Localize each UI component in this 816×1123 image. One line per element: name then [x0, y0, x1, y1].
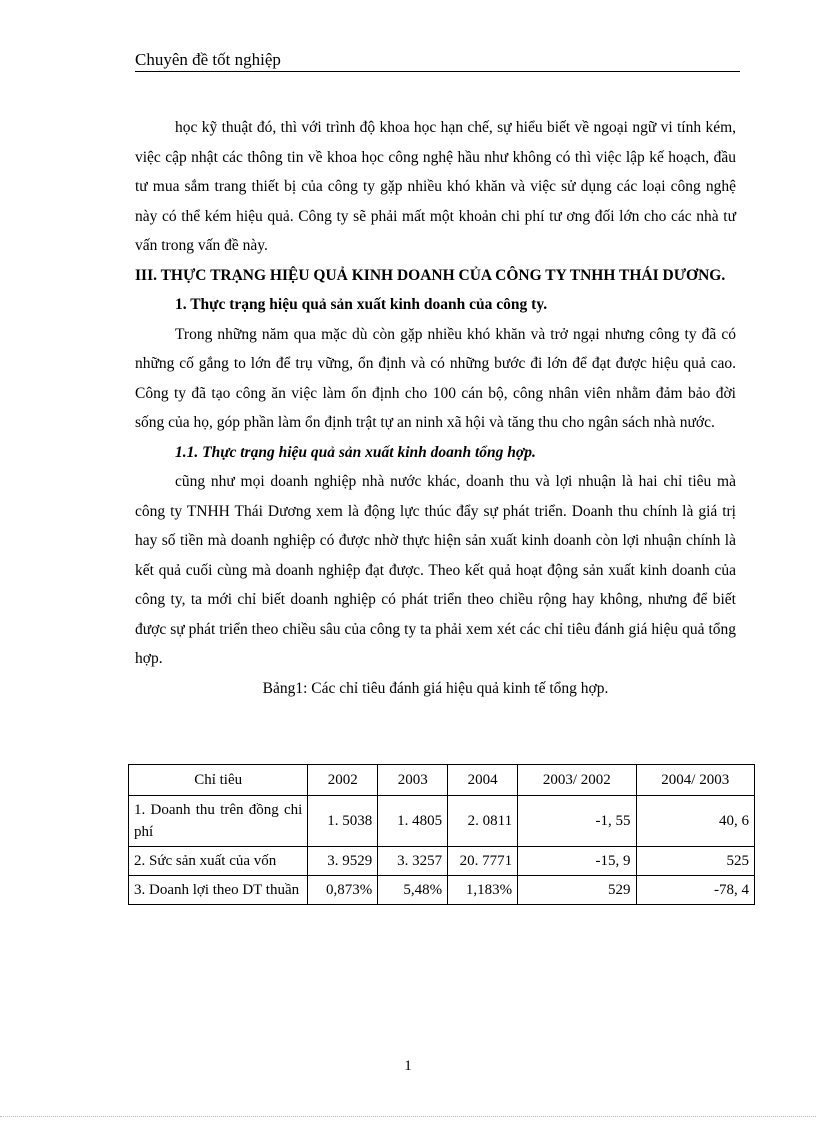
header-divider: [135, 71, 740, 72]
table-header-cell: Chỉ tiêu: [129, 765, 308, 796]
table-cell: 525: [636, 847, 754, 876]
table-header-cell: 2003: [378, 765, 448, 796]
table-cell: 1. 4805: [378, 796, 448, 847]
table-header-row: [129, 765, 755, 796]
page-bottom-divider: [0, 1116, 816, 1117]
table-header-cell: 2004/ 2003: [636, 765, 754, 796]
table-cell-label: 2. Sức sản xuất của vốn: [129, 847, 308, 876]
sub-heading: 1. Thực trạng hiệu quả sản xuất kinh doanh của công ty.: [175, 296, 548, 313]
section-heading: III. THỰC TRẠNG HIỆU QUẢ KINH DOANH CỦA CÔNG TY TNHH THÁI DƯƠNG.: [135, 266, 726, 284]
table-cell-label: 1. Doanh thu trên đồng chi phí: [129, 796, 308, 847]
paragraph-analysis: cũng như mọi doanh nghiệp nhà nước khác, doanh thu và lợi nhuận là hai chỉ tiêu mà công ty TNHH Thái Dương xem là động lực thúc đẩy sự phát triển. Doanh thu chính là giá trị hay số tiền mà doanh nghiệp có được nhờ thực hiện sản xuất kinh doanh còn lợi nhuận chính là kết quả cuối cùng mà doanh nghiệp đạt được. Theo kết quả hoạt động sản xuất kinh doanh của công ty, ta mới chỉ biết doanh nghiệp có phát triển theo chiều rộng hay không, nhưng để biết được sự phát triển theo chiều sâu của công ty ta phải xem xét các chỉ tiêu đánh giá hiệu quả tổng hợp.: [135, 473, 736, 667]
table-cell: 20. 7771: [448, 847, 518, 876]
table-cell: -15, 9: [518, 847, 636, 876]
table-cell: 0,873%: [308, 876, 378, 905]
paragraph-intro: học kỹ thuật đó, thì với trình độ khoa học hạn chế, sự hiểu biết về ngoại ngữ vi tính kém, việc cập nhật các thông tin về khoa học công nghệ hầu như không có thì việc lập kế hoạch, đầu tư mua sắm trang thiết bị của công ty gặp nhiều khó khăn và việc sử dụng các loại công nghệ này có thể kém hiệu quả. Công ty sẽ phải mất một khoản chi phí tư ơng đối lớn cho các nhà tư vấn trong vấn đề này.: [135, 119, 736, 254]
table-cell: 5,48%: [378, 876, 448, 905]
table-row: [129, 876, 755, 905]
table-cell: -78, 4: [636, 876, 754, 905]
table-cell: 3. 3257: [378, 847, 448, 876]
subsub-heading: 1.1. Thực trạng hiệu quả sản xuất kinh doanh tổng hợp.: [175, 443, 536, 461]
table-cell: 2. 0811: [448, 796, 518, 847]
table-cell: 1,183%: [448, 876, 518, 905]
table-cell: 529: [518, 876, 636, 905]
document-body: [135, 113, 736, 703]
table-cell: 3. 9529: [308, 847, 378, 876]
page-number: 1: [404, 1058, 412, 1074]
paragraph-overview: Trong những năm qua mặc dù còn gặp nhiều khó khăn và trở ngại nhưng công ty đã có những cố gắng to lớn để trụ vững, ổn định và có những bước đi lớn để đạt được hiệu quả cao. Công ty đã tạo công ăn việc làm ổn định cho 100 cán bộ, công nhân viên nhằm đảm bảo đời sống của họ, góp phần làm ổn định trật tự an ninh xã hội và tăng thu cho ngân sách nhà nước.: [135, 325, 736, 431]
table-header-cell: 2004: [448, 765, 518, 796]
table-header-cell: 2003/ 2002: [518, 765, 636, 796]
header-title: Chuyên đề tốt nghiệp: [135, 50, 281, 69]
table-row: [129, 847, 755, 876]
table-cell: -1, 55: [518, 796, 636, 847]
indicators-table: [128, 764, 755, 905]
table-caption: Bảng1: Các chỉ tiêu đánh giá hiệu quả kinh tế tổng hợp.: [262, 679, 609, 697]
table-row: [129, 796, 755, 847]
table-header-cell: 2002: [308, 765, 378, 796]
table-cell: 40, 6: [636, 796, 754, 847]
table-cell: 1. 5038: [308, 796, 378, 847]
table-cell-label: 3. Doanh lợi theo DT thuần: [129, 876, 308, 905]
